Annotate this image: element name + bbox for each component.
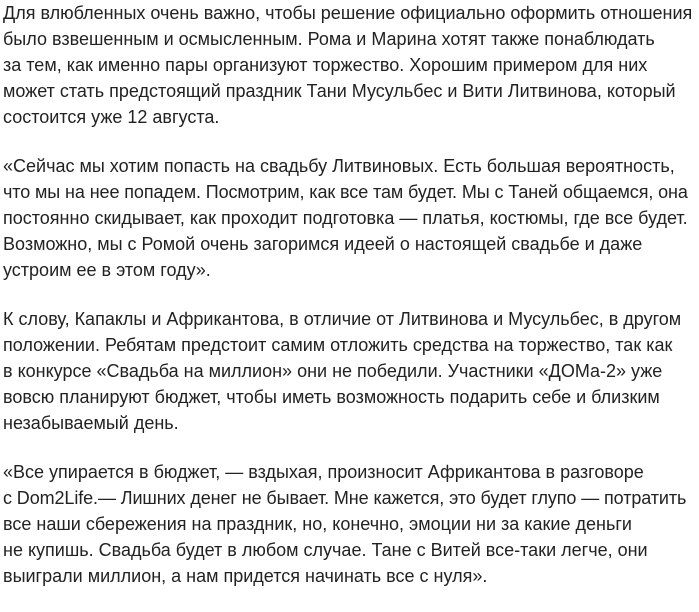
paragraph-line: «Сейчас мы хотим попасть на свадьбу Литвиновых. Есть большая вероятность,: [3, 156, 675, 176]
paragraph-line: постоянно скидывает, как проходит подготовка — платья, костюмы, где все будет.: [3, 208, 688, 228]
paragraph-line: незабываемый день.: [3, 413, 179, 433]
paragraph-line: состоится уже 12 августа.: [3, 107, 220, 127]
paragraph-line: может стать предстоящий праздник Тани Мусульбес и Вити Литвинова, который: [3, 81, 676, 101]
paragraph-line: вовсю планируют бюджет, чтобы иметь возможность подарить себе и близким: [3, 387, 660, 407]
article-body: [3, 0, 693, 612]
paragraph-line: что мы на нее попадем. Посмотрим, как все там будет. Мы с Таней общаемся, она: [3, 182, 688, 202]
paragraph-line: Для влюбленных очень важно, чтобы решение официально оформить отношения: [3, 3, 693, 23]
paragraph-2-quote: [3, 153, 693, 283]
paragraph-line: не купишь. Свадьба будет в любом случае. Тане с Витей все-таки легче, они: [3, 540, 648, 560]
paragraph-line: было взвешенным и осмысленным. Рома и Марина хотят также понаблюдать: [3, 29, 655, 49]
paragraph-3: [3, 306, 693, 436]
paragraph-line: положении. Ребятам предстоит самим отложить средства на торжество, так как: [3, 335, 673, 355]
paragraph-line: в конкурсе «Свадьба на миллион» они не победили. Участники «ДОМа-2» уже: [3, 361, 663, 381]
paragraph-line: выиграли миллион, а нам придется начинать все с нуля».: [3, 566, 488, 586]
paragraph-line: с Dom2Life.— Лишних денег не бывает. Мне кажется, это будет глупо — потратить: [3, 488, 687, 508]
paragraph-line: Возможно, мы с Ромой очень загоримся идеей о настоящей свадьбе и даже: [3, 234, 643, 254]
paragraph-line: устроим ее в этом году».: [3, 260, 211, 280]
paragraph-line: «Все упирается в бюджет, — вздыхая, произносит Африкантова в разговоре: [3, 462, 644, 482]
paragraph-4-quote: [3, 459, 693, 589]
paragraph-line: за тем, как именно пары организуют торжество. Хорошим примером для них: [3, 55, 648, 75]
paragraph-line: К слову, Капаклы и Африкантова, в отличие от Литвинова и Мусульбес, в другом: [3, 309, 682, 329]
paragraph-line: все наши сбережения на праздник, но, конечно, эмоции ни за какие деньги: [3, 514, 632, 534]
paragraph-1: [3, 0, 693, 130]
